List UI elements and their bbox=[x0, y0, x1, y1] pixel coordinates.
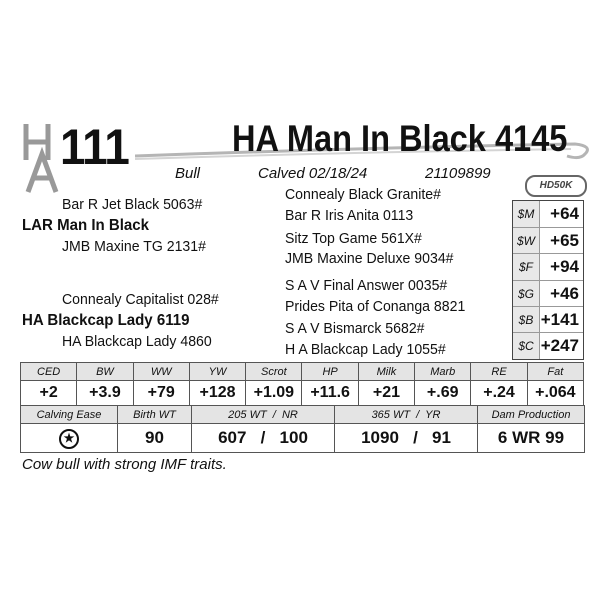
epd-header-hp: HP bbox=[302, 363, 358, 381]
epd-value-scrot: +1.09 bbox=[246, 381, 302, 406]
epd-table bbox=[20, 362, 584, 406]
wt365-header: 365 WT / YR bbox=[335, 406, 478, 424]
epd-value-yw: +128 bbox=[189, 381, 245, 406]
index-label: $C bbox=[513, 333, 540, 359]
lot-number: 111 bbox=[60, 119, 129, 175]
calved-date: Calved 02/18/24 bbox=[258, 165, 368, 182]
production-header-row bbox=[21, 406, 585, 424]
calving-ease-cell bbox=[21, 424, 118, 453]
index-row bbox=[513, 332, 583, 359]
epd-header-scrot: Scrot bbox=[246, 363, 302, 381]
wt-separator: / bbox=[413, 428, 418, 447]
epd-header-yw: YW bbox=[189, 363, 245, 381]
pedigree-right-7: S A V Bismarck 5682# bbox=[285, 320, 425, 337]
wt-separator: / bbox=[260, 428, 266, 447]
epd-header-bw: BW bbox=[77, 363, 133, 381]
pedigree-right-5: S A V Final Answer 0035# bbox=[285, 277, 448, 294]
sire-sire-sire: Bar R Jet Black 5063# bbox=[62, 196, 203, 213]
yr-value: 91 bbox=[431, 428, 451, 447]
wt205-header: 205 WT / NR bbox=[192, 406, 335, 424]
dam-production-value: 6 WR 99 bbox=[478, 424, 585, 453]
production-value-row bbox=[21, 424, 585, 453]
registration-number: 21109899 bbox=[425, 165, 491, 182]
epd-value-row bbox=[21, 381, 584, 406]
production-table bbox=[20, 405, 585, 453]
wt205-cell bbox=[192, 424, 335, 453]
epd-value-ww: +79 bbox=[133, 381, 189, 406]
index-row bbox=[513, 280, 583, 307]
nr-value: 100 bbox=[279, 428, 308, 447]
dam-production-header: Dam Production bbox=[478, 406, 585, 424]
epd-header-fat: Fat bbox=[527, 363, 583, 381]
epd-header-re: RE bbox=[471, 363, 527, 381]
index-label: $W bbox=[513, 228, 540, 254]
epd-value-fat: +.064 bbox=[527, 381, 583, 406]
pedigree-right-2: Bar R Iris Anita 0113 bbox=[285, 207, 414, 224]
index-value: +141 bbox=[540, 310, 579, 329]
pedigree-right-6: Prides Pita of Conanga 8821 bbox=[285, 298, 466, 315]
index-row bbox=[513, 227, 583, 254]
index-label: $G bbox=[513, 281, 540, 307]
pedigree-right-4: JMB Maxine Deluxe 9034# bbox=[285, 250, 454, 267]
hd50k-badge: HD50K bbox=[525, 175, 587, 197]
pedigree-right-3: Sitz Top Game 561X# bbox=[285, 230, 422, 247]
index-label: $M bbox=[513, 201, 540, 227]
index-value: +94 bbox=[550, 257, 579, 276]
star-in-circle-icon: ★ bbox=[59, 429, 79, 449]
index-value: +64 bbox=[550, 204, 579, 223]
sire-sire-dam: JMB Maxine TG 2131# bbox=[62, 238, 206, 255]
wt205-value: 607 bbox=[218, 428, 247, 447]
epd-header-row bbox=[21, 363, 584, 381]
epd-value-marb: +.69 bbox=[415, 381, 471, 406]
sire-dam-sire: Connealy Capitalist 028# bbox=[62, 291, 219, 308]
index-label: $F bbox=[513, 254, 540, 280]
wt365-value: 1090 bbox=[361, 428, 399, 447]
index-row bbox=[513, 306, 583, 333]
index-label: $B bbox=[513, 307, 540, 333]
birth-wt-header: Birth WT bbox=[118, 406, 192, 424]
index-row bbox=[513, 201, 583, 227]
epd-header-marb: Marb bbox=[415, 363, 471, 381]
epd-header-ced: CED bbox=[21, 363, 77, 381]
epd-value-ced: +2 bbox=[21, 381, 77, 406]
epd-header-ww: WW bbox=[133, 363, 189, 381]
index-value: +65 bbox=[550, 231, 579, 250]
sex-label: Bull bbox=[175, 165, 201, 182]
birth-wt-value: 90 bbox=[118, 424, 192, 453]
epd-value-re: +.24 bbox=[471, 381, 527, 406]
epd-header-milk: Milk bbox=[358, 363, 414, 381]
sire-dam-dam: HA Blackcap Lady 4860 bbox=[62, 333, 212, 350]
epd-value-hp: +11.6 bbox=[302, 381, 358, 406]
epd-value-milk: +21 bbox=[358, 381, 414, 406]
sire-dam: HA Blackcap Lady 6119 bbox=[22, 312, 190, 329]
index-value: +247 bbox=[540, 336, 579, 355]
wt365-cell bbox=[335, 424, 478, 453]
calving-ease-header: Calving Ease bbox=[21, 406, 118, 424]
animal-name: HA Man In Black 4145 bbox=[232, 118, 568, 159]
epd-value-bw: +3.9 bbox=[77, 381, 133, 406]
index-value: +46 bbox=[550, 284, 579, 303]
sire-sire: LAR Man In Black bbox=[22, 217, 150, 234]
pedigree-right-1: Connealy Black Granite# bbox=[285, 186, 441, 203]
pedigree-right-8: H A Blackcap Lady 1055# bbox=[285, 341, 446, 358]
dollar-index-box bbox=[512, 200, 584, 360]
comment-text: Cow bull with strong IMF traits. bbox=[22, 456, 227, 473]
index-row bbox=[513, 253, 583, 280]
